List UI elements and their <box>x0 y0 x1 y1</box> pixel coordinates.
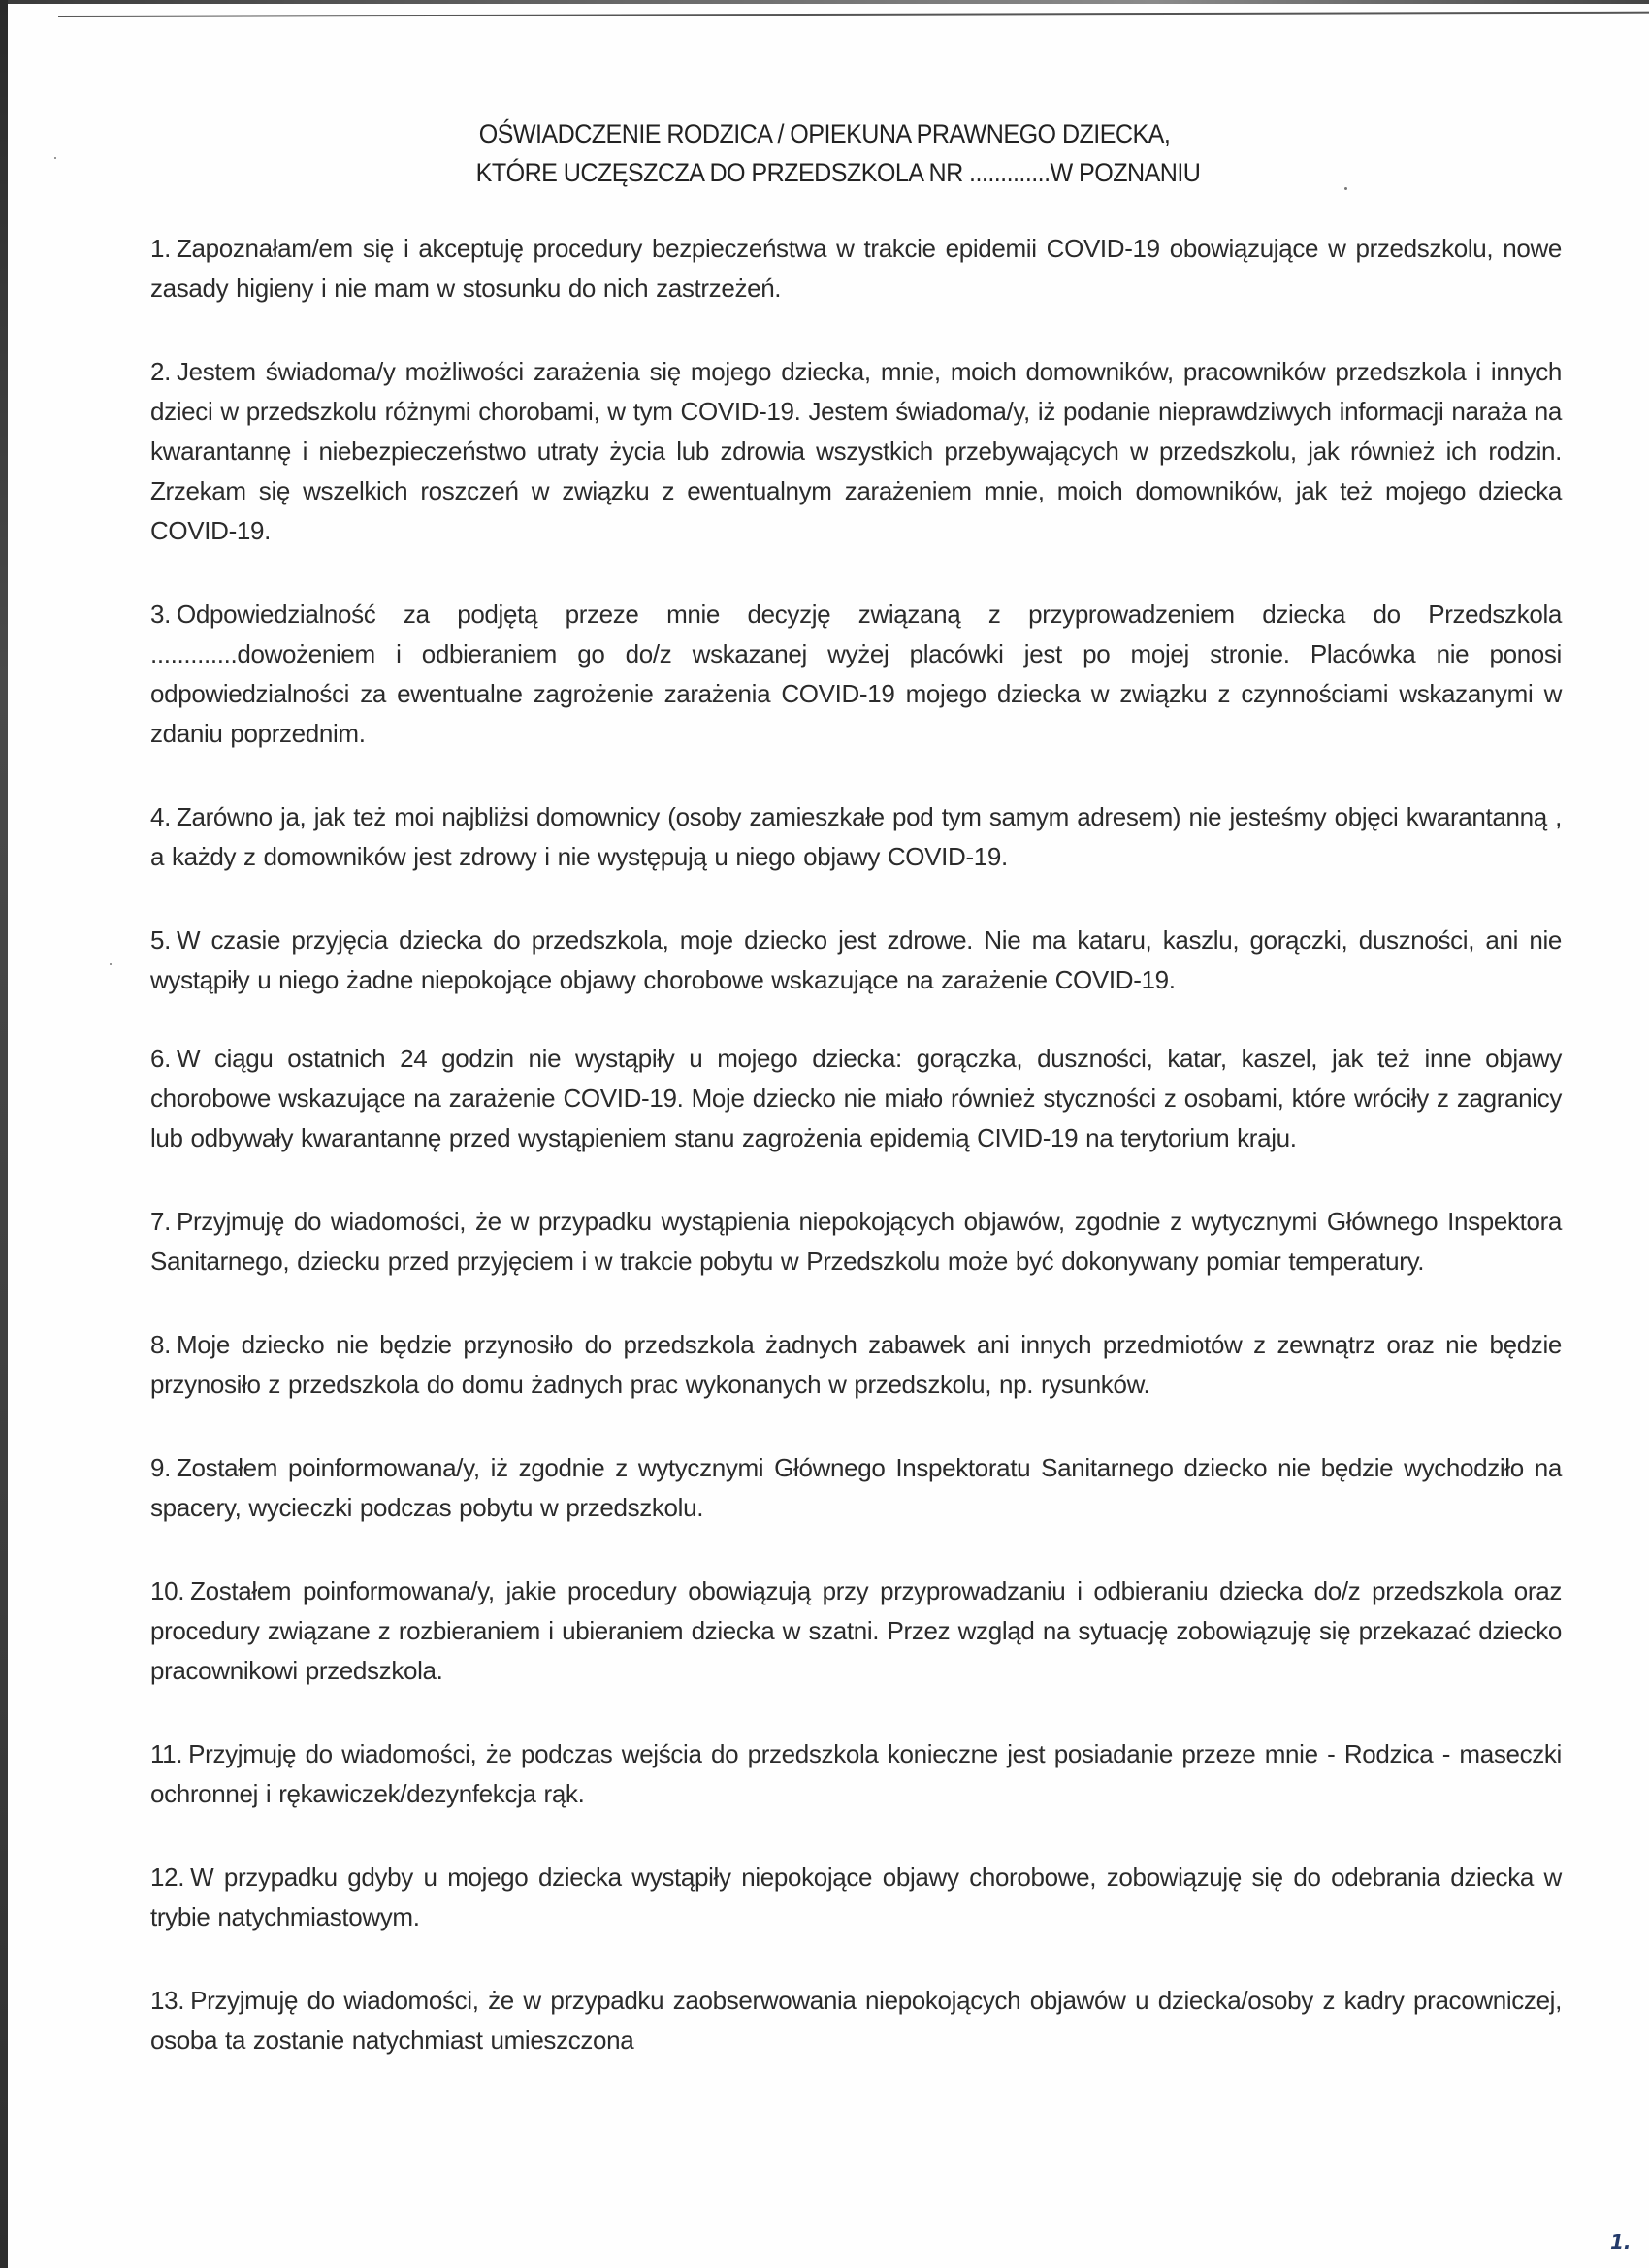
scan-speck <box>110 963 112 965</box>
statement-number: 4. <box>150 802 171 831</box>
statement-item-12 <box>150 1858 1562 1937</box>
statement-item-3 <box>150 595 1562 754</box>
statement-item-1 <box>150 229 1562 308</box>
statement-item-4 <box>150 797 1562 877</box>
statement-number: 1. <box>150 234 171 263</box>
title-line-2: KTÓRE UCZĘSZCZA DO PRZEDSZKOLA NR .............W POZNANIU <box>475 158 1201 187</box>
statement-number: 9. <box>150 1453 171 1482</box>
document-title <box>0 114 1649 192</box>
statement-number: 5. <box>150 925 171 955</box>
statement-list <box>150 229 1562 2104</box>
statement-text: Odpowiedzialność za podjętą przeze mnie decyzję związaną z przyprowadzeniem dziecka do Przedszkola .............dowożeniem i odbieraniem go do/z wskazanej wyżej placówki jest po mojej stronie. Placówka nie ponosi odpowiedzialności za ewentualne zagrożenie zarażenia COVID-19 mojego dziecka w związku z czynnościami wskazanymi w zdaniu poprzednim. <box>150 599 1562 748</box>
statement-item-10 <box>150 1571 1562 1691</box>
statement-text: Przyjmuję do wiadomości, że podczas wejścia do przedszkola konieczne jest posiadanie przeze mnie - Rodzica - maseczki ochronnej i rękawiczek/dezynfekcja rąk. <box>150 1739 1562 1808</box>
handwritten-page-number: 1. <box>1610 2230 1632 2253</box>
statement-text: Zostałem poinformowana/y, jakie procedury obowiązują przy przyprowadzaniu i odbieraniu dziecka do/z przedszkola oraz procedury związane z rozbieraniem i ubieraniem dziecka w szatni. Przez wzgląd na sytuację zobowiązuję się przekazać dziecko pracownikowi przedszkola. <box>150 1576 1562 1685</box>
statement-text: Moje dziecko nie będzie przynosiło do przedszkola żadnych zabawek ani innych przedmiotów z zewnątrz oraz nie będzie przynosiło z przedszkola do domu żadnych prac wykonanych w przedszkolu, np. rysunków. <box>150 1330 1562 1399</box>
statement-item-5 <box>150 921 1562 1000</box>
statement-text: Przyjmuję do wiadomości, że w przypadku wystąpienia niepokojących objawów, zgodnie z wytycznymi Głównego Inspektora Sanitarnego, dziecku przed przyjęciem i w trakcie pobytu w Przedszkolu może być dokonywany pomiar temperatury. <box>150 1207 1562 1276</box>
statement-number: 10. <box>150 1576 185 1605</box>
statement-text: Jestem świadoma/y możliwości zarażenia się mojego dziecka, mnie, moich domowników, pracowników przedszkola i innych dzieci w przedszkolu różnymi chorobami, w tym COVID-19. Jestem świadoma/y, iż podanie nieprawdziwych informacji naraża na kwarantannę i niebezpieczeństwo utraty życia lub zdrowia wszystkich przebywających w przedszkolu, jak również ich rodzin. Zrzekam się wszelkich roszczeń w związku z ewentualnym zarażeniem mnie, moich domowników, jak też mojego dziecka COVID-19. <box>150 357 1562 545</box>
statement-number: 6. <box>150 1044 171 1073</box>
statement-text: W przypadku gdyby u mojego dziecka wystąpiły niepokojące objawy chorobowe, zobowiązuję się do odebrania dziecka w trybie natychmiastowym. <box>150 1863 1562 1931</box>
statement-number: 8. <box>150 1330 171 1359</box>
statement-item-13 <box>150 1981 1562 2060</box>
statement-number: 12. <box>150 1863 185 1892</box>
title-line-1: OŚWIADCZENIE RODZICA / OPIEKUNA PRAWNEGO DZIECKA, <box>478 119 1171 148</box>
statement-item-9 <box>150 1448 1562 1528</box>
statement-item-8 <box>150 1325 1562 1405</box>
statement-item-6 <box>150 1039 1562 1158</box>
statement-item-2 <box>150 352 1562 551</box>
statement-text: W czasie przyjęcia dziecka do przedszkola, moje dziecko jest zdrowe. Nie ma kataru, kaszlu, gorączki, duszności, ani nie wystąpiły u niego żadne niepokojące objawy chorobowe wskazujące na zarażenie COVID-19. <box>150 925 1562 994</box>
statement-text: Zarówno ja, jak też moi najbliżsi domownicy (osoby zamieszkałe pod tym samym adresem) nie jesteśmy objęci kwarantanną , a każdy z domowników jest zdrowy i nie występują u niego objawy COVID-19. <box>150 802 1562 871</box>
scan-edge-left <box>0 0 8 2268</box>
statement-number: 2. <box>150 357 171 386</box>
statement-text: Zostałem poinformowana/y, iż zgodnie z wytycznymi Głównego Inspektoratu Sanitarnego dziecko nie będzie wychodziło na spacery, wycieczki podczas pobytu w przedszkolu. <box>150 1453 1562 1522</box>
statement-number: 7. <box>150 1207 171 1236</box>
statement-number: 3. <box>150 599 171 629</box>
statement-item-7 <box>150 1202 1562 1281</box>
statement-number: 13. <box>150 1986 185 2015</box>
page-top-rule <box>58 12 1649 17</box>
statement-item-11 <box>150 1734 1562 1814</box>
statement-text: Zapoznałam/em się i akceptuję procedury bezpieczeństwa w trakcie epidemii COVID-19 obowiązujące w przedszkolu, nowe zasady higieny i nie mam w stosunku do nich zastrzeżeń. <box>150 234 1562 303</box>
statement-text: Przyjmuję do wiadomości, że w przypadku zaobserwowania niepokojących objawów u dziecka/osoby z kadry pracowniczej, osoba ta zostanie natychmiast umieszczona <box>150 1986 1562 2055</box>
statement-number: 11. <box>150 1739 183 1768</box>
statement-text: W ciągu ostatnich 24 godzin nie wystąpiły u mojego dziecka: gorączka, duszności, katar, kaszel, jak też inne objawy chorobowe wskazujące na zarażenie COVID-19. Moje dziecko nie miało również styczności z osobami, które wróciły z zagranicy lub odbywały kwarantannę przed wystąpieniem stanu zagrożenia epidemią CIVID-19 na terytorium kraju. <box>150 1044 1562 1152</box>
